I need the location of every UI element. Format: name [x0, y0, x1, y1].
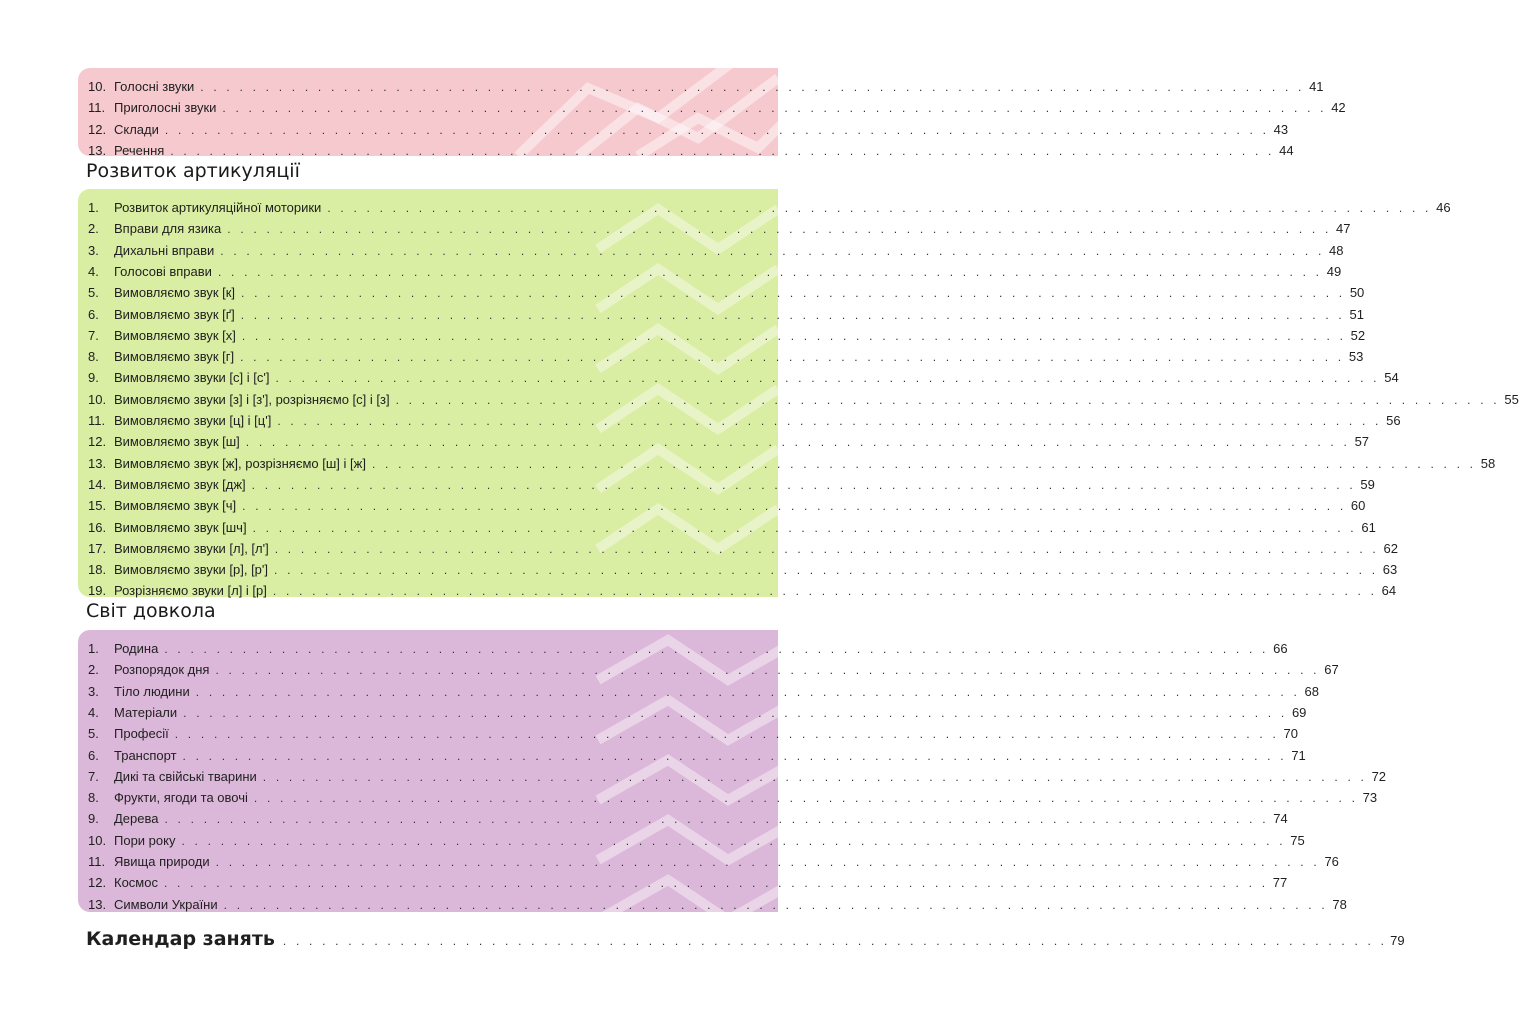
- item-number: 15.: [88, 498, 107, 514]
- item-number: 2.: [88, 662, 99, 678]
- dot-leader: . . . . . . . . . . . . . . . . . . . . . . . . . . . . . . . . . . . . . . . . . . . . . . . . . . . . . . . . . . . . . . . . . . . . . . . . . . . . . . . . . . . . .: [275, 371, 1380, 386]
- page-number: 49: [1326, 263, 1342, 279]
- item-number: 18.: [88, 562, 107, 578]
- dot-leader: . . . . . . . . . . . . . . . . . . . . . . . . . . . . . . . . . . . . . . . . . . . . . . . . . . . . . . . . . . . . . . . . . . . . . . . . . . . . . . . . . . . . .: [200, 80, 1305, 94]
- item-number: 8.: [88, 349, 99, 365]
- page-number: 46: [1436, 200, 1451, 215]
- item-number: 3.: [88, 242, 99, 258]
- item-title: Вимовляємо звук [ж], розрізняємо [ш] і [ж]: [114, 455, 366, 471]
- toc-item[interactable]: [88, 391, 1519, 413]
- dot-leader: . . . . . . . . . . . . . . . . . . . . . . . . . . . . . . . . . . . . . . . . . . . . . . . . . . . . . . . . . . . . . . . . . . . . . . . . . . . . . . . . . . . . .: [182, 748, 1287, 763]
- toc-item[interactable]: [88, 704, 1307, 726]
- page-number: 73: [1362, 790, 1378, 806]
- item-number: 2.: [88, 221, 99, 237]
- dot-leader: . . . . . . . . . . . . . . . . . . . . . . . . . . . . . . . . . . . . . . . . . . . . . . . . . . . . . . . . . . . . . . . . . . . . . . . . . . . . . . . . . . . . .: [227, 222, 1332, 237]
- toc-item[interactable]: [88, 221, 1351, 242]
- item-number: 13.: [88, 896, 107, 912]
- dot-leader: . . . . . . . . . . . . . . . . . . . . . . . . . . . . . . . . . . . . . . . . . . . . . . . . . . . . . . . . . . . . . . . . . . . . . . . . . . . . . . . . . . . . .: [262, 769, 1368, 784]
- dot-leader: . . . . . . . . . . . . . . . . . . . . . . . . . . . . . . . . . . . . . . . . . . . . . . . . . . . . . . . . . . . . . . . . . . . . . . . . . . . . . . . . . . . . .: [327, 201, 1432, 215]
- item-number: 12.: [88, 875, 107, 891]
- toc-item-calendar[interactable]: [86, 928, 1405, 954]
- item-title: Вимовляємо звуки [с] і [с']: [114, 370, 270, 386]
- toc-item[interactable]: [88, 562, 1398, 583]
- toc-item[interactable]: [88, 242, 1344, 264]
- dot-leader: . . . . . . . . . . . . . . . . . . . . . . . . . . . . . . . . . . . . . . . . . . . . . . . . . . . . . . . . . . . . . . . . . . . . . . . . . . . . . . . . . . . . .: [252, 520, 1357, 535]
- page-number: 77: [1272, 875, 1288, 891]
- page-number: 78: [1332, 896, 1347, 912]
- page-number: 43: [1273, 121, 1289, 137]
- dot-leader: . . . . . . . . . . . . . . . . . . . . . . . . . . . . . . . . . . . . . . . . . . . . . . . . . . . . . . . . . . . . . . . . . . . . . . . . . . . . . . . . . . . . .: [215, 855, 1320, 869]
- item-title: Дикі та свійські тварини: [114, 768, 257, 784]
- item-number: 14.: [88, 476, 107, 492]
- dot-leader: . . . . . . . . . . . . . . . . . . . . . . . . . . . . . . . . . . . . . . . . . . . . . . . . . . . . . . . . . . . . . . . . . . . . . . . . . . . . . . . . . . . . .: [282, 934, 1388, 948]
- item-number: 6.: [88, 306, 99, 322]
- item-number: 16.: [88, 519, 107, 535]
- dot-leader: . . . . . . . . . . . . . . . . . . . . . . . . . . . . . . . . . . . . . . . . . . . . . . . . . . . . . . . . . . . . . . . . . . . . . . . . . . . . . . . . . . . . .: [195, 684, 1300, 699]
- toc-panel-world: [78, 630, 1387, 912]
- page-number: 79: [1390, 933, 1405, 948]
- toc-item[interactable]: [88, 747, 1306, 769]
- page-number: 54: [1384, 370, 1399, 386]
- item-number: 4.: [88, 263, 99, 279]
- item-title: Склади: [114, 121, 159, 137]
- page-number: 57: [1354, 434, 1370, 450]
- item-number: 11.: [88, 413, 106, 428]
- item-number: 19.: [88, 583, 107, 599]
- item-number: 13.: [88, 455, 107, 471]
- toc-item[interactable]: [88, 349, 1364, 370]
- item-title: Вимовляємо звук [ч]: [114, 498, 237, 514]
- item-number: 3.: [88, 683, 99, 699]
- item-title: Приголосні звуки: [114, 100, 217, 116]
- page-number: 71: [1291, 747, 1306, 763]
- item-title: Вимовляємо звук [дж]: [114, 476, 246, 492]
- dot-leader: . . . . . . . . . . . . . . . . . . . . . . . . . . . . . . . . . . . . . . . . . . . . . . . . . . . . . . . . . . . . . . . . . . . . . . . . . . . . . . . . . . . . .: [395, 392, 1500, 407]
- item-title: Вимовляємо звуки [р], [р']: [114, 562, 269, 578]
- item-number: 12.: [88, 121, 107, 137]
- page-number: 55: [1504, 391, 1519, 407]
- dot-leader: . . . . . . . . . . . . . . . . . . . . . . . . . . . . . . . . . . . . . . . . . . . . . . . . . . . . . . . . . . . . . . . . . . . . . . . . . . . . . . . . . . . . .: [371, 456, 1477, 471]
- toc-item[interactable]: [88, 370, 1399, 391]
- toc-item[interactable]: [88, 811, 1288, 832]
- toc-item[interactable]: [88, 662, 1339, 683]
- item-number: 5.: [88, 285, 99, 301]
- toc-item[interactable]: [88, 896, 1347, 918]
- dot-leader: . . . . . . . . . . . . . . . . . . . . . . . . . . . . . . . . . . . . . . . . . . . . . . . . . . . . . . . . . . . . . . . . . . . . . . . . . . . . . . . . . . . . .: [163, 876, 1269, 891]
- page-number: 62: [1383, 540, 1398, 556]
- dot-leader: . . . . . . . . . . . . . . . . . . . . . . . . . . . . . . . . . . . . . . . . . . . . . . . . . . . . . . . . . . . . . . . . . . . . . . . . . . . . . . . . . . . . .: [240, 307, 1345, 322]
- page-number: 52: [1350, 327, 1366, 343]
- dot-leader: . . . . . . . . . . . . . . . . . . . . . . . . . . . . . . . . . . . . . . . . . . . . . . . . . . . . . . . . . . . . . . . . . . . . . . . . . . . . . . . . . . . . .: [164, 642, 1269, 656]
- item-title: Вимовляємо звук [ґ]: [114, 306, 235, 322]
- item-number: 1.: [88, 200, 99, 215]
- dot-leader: . . . . . . . . . . . . . . . . . . . . . . . . . . . . . . . . . . . . . . . . . . . . . . . . . . . . . . . . . . . . . . . . . . . . . . . . . . . . . . . . . . . . .: [223, 897, 1328, 912]
- item-title: Явища природи: [114, 854, 210, 869]
- toc-item[interactable]: [88, 263, 1342, 285]
- item-title: Розпорядок дня: [114, 662, 210, 678]
- dot-leader: . . . . . . . . . . . . . . . . . . . . . . . . . . . . . . . . . . . . . . . . . . . . . . . . . . . . . . . . . . . . . . . . . . . . . . . . . . . . . . . . . . . . .: [241, 328, 1347, 343]
- item-number: 8.: [88, 790, 99, 806]
- dot-leader: . . . . . . . . . . . . . . . . . . . . . . . . . . . . . . . . . . . . . . . . . . . . . . . . . . . . . . . . . . . . . . . . . . . . . . . . . . . . . . . . . . . . .: [170, 143, 1275, 158]
- dot-leader: . . . . . . . . . . . . . . . . . . . . . . . . . . . . . . . . . . . . . . . . . . . . . . . . . . . . . . . . . . . . . . . . . . . . . . . . . . . . . . . . . . . . .: [251, 477, 1356, 492]
- page-number: 61: [1361, 519, 1376, 535]
- item-title: Голосові вправи: [114, 263, 212, 279]
- item-title: Вимовляємо звуки [л], [л']: [114, 540, 269, 556]
- toc-item[interactable]: [88, 79, 1324, 100]
- page-number: 66: [1273, 641, 1288, 656]
- page-number: 44: [1279, 142, 1294, 158]
- toc-item[interactable]: [88, 200, 1451, 221]
- toc-panel-articulation: [78, 189, 1519, 599]
- item-title: Пори року: [114, 832, 176, 848]
- dot-leader: . . . . . . . . . . . . . . . . . . . . . . . . . . . . . . . . . . . . . . . . . . . . . . . . . . . . . . . . . . . . . . . . . . . . . . . . . . . . . . . . . . . . .: [164, 812, 1269, 827]
- page-number: 72: [1371, 768, 1387, 784]
- page-number: 68: [1304, 683, 1319, 699]
- page-number: 42: [1331, 100, 1346, 116]
- dot-leader: . . . . . . . . . . . . . . . . . . . . . . . . . . . . . . . . . . . . . . . . . . . . . . . . . . . . . . . . . . . . . . . . . . . . . . . . . . . . . . . . . . . . .: [241, 286, 1346, 301]
- page-number: 63: [1382, 562, 1398, 578]
- page-number: 67: [1324, 662, 1339, 678]
- toc-item[interactable]: [88, 832, 1305, 854]
- calendar-title: Календар занять: [86, 928, 275, 950]
- item-number: 13.: [88, 142, 107, 158]
- toc-item[interactable]: [88, 726, 1298, 747]
- dot-leader: . . . . . . . . . . . . . . . . . . . . . . . . . . . . . . . . . . . . . . . . . . . . . . . . . . . . . . . . . . . . . . . . . . . . . . . . . . . . . . . . . . . . .: [274, 563, 1379, 578]
- dot-leader: . . . . . . . . . . . . . . . . . . . . . . . . . . . . . . . . . . . . . . . . . . . . . . . . . . . . . . . . . . . . . . . . . . . . . . . . . . . . . . . . . . . . .: [183, 705, 1288, 720]
- item-title: Символи України: [114, 896, 218, 912]
- item-title: Родина: [114, 641, 159, 656]
- page-number: 41: [1309, 79, 1324, 94]
- item-title: Голосні звуки: [114, 79, 195, 94]
- page-number: 59: [1360, 476, 1375, 492]
- item-title: Транспорт: [114, 747, 177, 763]
- item-title: Дихальні вправи: [114, 242, 215, 258]
- toc-item[interactable]: [88, 327, 1366, 349]
- page-number: 50: [1349, 285, 1365, 301]
- item-number: 11.: [88, 854, 106, 869]
- item-title: Вимовляємо звук [г]: [114, 349, 235, 365]
- toc-item[interactable]: [88, 434, 1370, 455]
- toc-item[interactable]: [88, 854, 1339, 875]
- dot-leader: . . . . . . . . . . . . . . . . . . . . . . . . . . . . . . . . . . . . . . . . . . . . . . . . . . . . . . . . . . . . . . . . . . . . . . . . . . . . . . . . . . . . .: [215, 663, 1320, 678]
- item-number: 12.: [88, 434, 107, 450]
- toc-item[interactable]: [88, 498, 1366, 519]
- item-title: Вимовляємо звук [х]: [114, 327, 236, 343]
- item-number: 5.: [88, 726, 99, 742]
- page-number: 74: [1273, 811, 1288, 827]
- toc-item[interactable]: [88, 455, 1496, 477]
- page-number: 48: [1329, 242, 1344, 258]
- dot-leader: . . . . . . . . . . . . . . . . . . . . . . . . . . . . . . . . . . . . . . . . . . . . . . . . . . . . . . . . . . . . . . . . . . . . . . . . . . . . . . . . . . . . .: [253, 791, 1359, 806]
- toc-item[interactable]: [88, 476, 1375, 498]
- item-title: Матеріали: [114, 704, 178, 720]
- item-number: 7.: [88, 327, 99, 343]
- page-number: 60: [1350, 498, 1366, 514]
- dot-leader: . . . . . . . . . . . . . . . . . . . . . . . . . . . . . . . . . . . . . . . . . . . . . . . . . . . . . . . . . . . . . . . . . . . . . . . . . . . . . . . . . . . . .: [164, 122, 1270, 137]
- dot-leader: . . . . . . . . . . . . . . . . . . . . . . . . . . . . . . . . . . . . . . . . . . . . . . . . . . . . . . . . . . . . . . . . . . . . . . . . . . . . . . . . . . . . .: [274, 541, 1379, 556]
- dot-leader: . . . . . . . . . . . . . . . . . . . . . . . . . . . . . . . . . . . . . . . . . . . . . . . . . . . . . . . . . . . . . . . . . . . . . . . . . . . . . . . . . . . . .: [245, 435, 1351, 450]
- toc-item[interactable]: [88, 100, 1346, 121]
- item-number: 10.: [88, 832, 107, 848]
- item-number: 17.: [88, 540, 107, 556]
- page-number: 69: [1291, 704, 1307, 720]
- section-title-world: Світ довкола: [86, 600, 216, 622]
- item-title: Фрукти, ягоди та овочі: [114, 790, 248, 806]
- toc-item[interactable]: [88, 413, 1401, 434]
- toc-item[interactable]: [88, 768, 1387, 790]
- page-number: 56: [1386, 413, 1401, 428]
- toc-item[interactable]: [88, 519, 1376, 541]
- page-number: 47: [1336, 221, 1351, 237]
- page-number: 53: [1348, 349, 1364, 365]
- page-number: 70: [1283, 726, 1298, 742]
- dot-leader: . . . . . . . . . . . . . . . . . . . . . . . . . . . . . . . . . . . . . . . . . . . . . . . . . . . . . . . . . . . . . . . . . . . . . . . . . . . . . . . . . . . . .: [181, 833, 1286, 848]
- dot-leader: . . . . . . . . . . . . . . . . . . . . . . . . . . . . . . . . . . . . . . . . . . . . . . . . . . . . . . . . . . . . . . . . . . . . . . . . . . . . . . . . . . . . .: [272, 584, 1378, 599]
- item-title: Дерева: [114, 811, 159, 827]
- item-title: Розрізняємо звуки [л] і [р]: [114, 583, 267, 599]
- item-title: Тіло людини: [114, 683, 190, 699]
- item-title: Вимовляємо звук [к]: [114, 285, 236, 301]
- item-number: 9.: [88, 370, 99, 386]
- item-number: 4.: [88, 704, 99, 720]
- item-number: 7.: [88, 768, 99, 784]
- item-number: 9.: [88, 811, 99, 827]
- toc-item[interactable]: [88, 641, 1288, 662]
- toc-item[interactable]: [88, 875, 1288, 896]
- item-number: 6.: [88, 747, 99, 763]
- item-title: Вимовляємо звук [шч]: [114, 519, 247, 535]
- item-number: 10.: [88, 391, 107, 407]
- dot-leader: . . . . . . . . . . . . . . . . . . . . . . . . . . . . . . . . . . . . . . . . . . . . . . . . . . . . . . . . . . . . . . . . . . . . . . . . . . . . . . . . . . . . .: [174, 727, 1279, 742]
- page-number: 76: [1324, 854, 1339, 869]
- item-title: Речення: [114, 142, 165, 158]
- item-title: Вимовляємо звук [ш]: [114, 434, 240, 450]
- toc-panel-sounds: [78, 68, 1346, 158]
- dot-leader: . . . . . . . . . . . . . . . . . . . . . . . . . . . . . . . . . . . . . . . . . . . . . . . . . . . . . . . . . . . . . . . . . . . . . . . . . . . . . . . . . . . . .: [220, 243, 1325, 258]
- item-title: Вимовляємо звуки [ц] і [ц']: [114, 413, 272, 428]
- toc-item[interactable]: [88, 540, 1398, 562]
- dot-leader: . . . . . . . . . . . . . . . . . . . . . . . . . . . . . . . . . . . . . . . . . . . . . . . . . . . . . . . . . . . . . . . . . . . . . . . . . . . . . . . . . . . . .: [222, 101, 1327, 116]
- dot-leader: . . . . . . . . . . . . . . . . . . . . . . . . . . . . . . . . . . . . . . . . . . . . . . . . . . . . . . . . . . . . . . . . . . . . . . . . . . . . . . . . . . . . .: [242, 499, 1347, 514]
- page-number: 75: [1290, 832, 1305, 848]
- toc-item[interactable]: [88, 285, 1365, 306]
- dot-leader: . . . . . . . . . . . . . . . . . . . . . . . . . . . . . . . . . . . . . . . . . . . . . . . . . . . . . . . . . . . . . . . . . . . . . . . . . . . . . . . . . . . . .: [217, 264, 1323, 279]
- item-title: Космос: [114, 875, 158, 891]
- toc-item[interactable]: [88, 790, 1378, 811]
- item-title: Вимовляємо звуки [з] і [з'], розрізняємо [с] і [з]: [114, 391, 390, 407]
- toc-item[interactable]: [88, 121, 1289, 143]
- item-number: 11.: [88, 100, 106, 116]
- dot-leader: . . . . . . . . . . . . . . . . . . . . . . . . . . . . . . . . . . . . . . . . . . . . . . . . . . . . . . . . . . . . . . . . . . . . . . . . . . . . . . . . . . . . .: [240, 350, 1345, 365]
- page-number: 58: [1480, 455, 1496, 471]
- page-number: 64: [1381, 583, 1397, 599]
- item-title: Вправи для язика: [114, 221, 222, 237]
- item-title: Розвиток артикуляційної моторики: [114, 200, 322, 215]
- item-title: Професії: [114, 726, 169, 742]
- section-title-articulation: Розвиток артикуляції: [86, 160, 300, 182]
- toc-item[interactable]: [88, 306, 1364, 328]
- toc-item[interactable]: [88, 683, 1319, 705]
- page-number: 51: [1349, 306, 1364, 322]
- item-number: 1.: [88, 641, 99, 656]
- item-number: 10.: [88, 79, 107, 94]
- dot-leader: . . . . . . . . . . . . . . . . . . . . . . . . . . . . . . . . . . . . . . . . . . . . . . . . . . . . . . . . . . . . . . . . . . . . . . . . . . . . . . . . . . . . .: [277, 414, 1382, 428]
